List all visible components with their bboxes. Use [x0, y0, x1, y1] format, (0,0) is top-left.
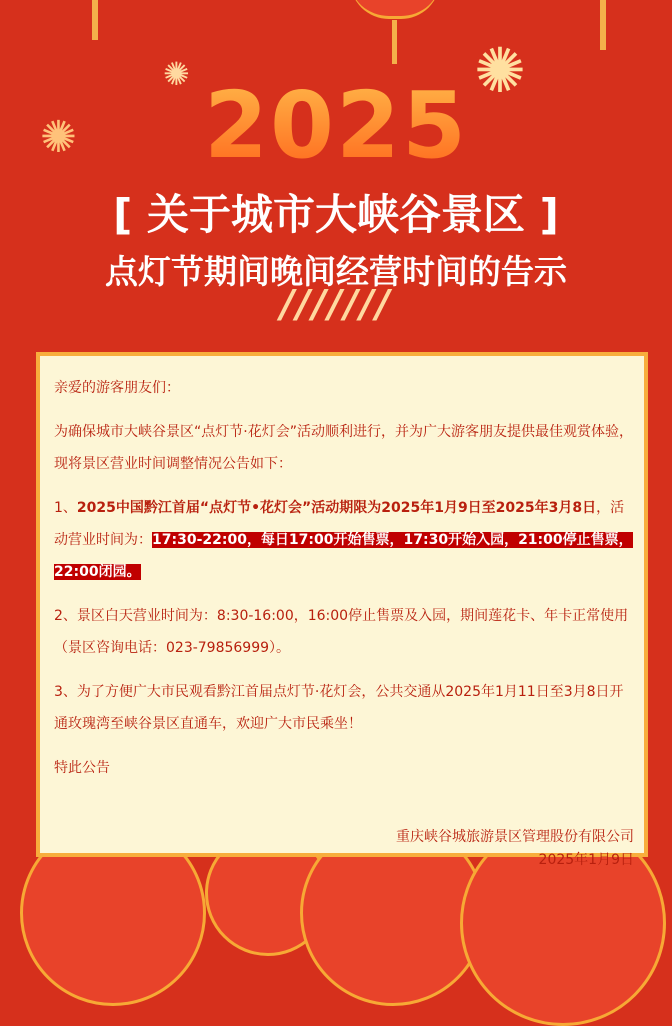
tassel-left-icon [92, 0, 98, 40]
item1-hours-highlight: 17:30-22:00，每日17:00开始售票，17:30开始入园，21:00停止售票，22:00闭园。 [54, 532, 633, 580]
firework-icon: ✺ [474, 34, 526, 107]
tassel-center-icon [392, 20, 397, 64]
intro-paragraph: 为确保城市大峡谷景区“点灯节·花灯会”活动顺利进行，并为广大游客朋友提供最佳观赏体验，现将景区营业时间调整情况公告如下： [54, 424, 633, 472]
notice-panel [36, 352, 648, 868]
notice-date: 2025年1月9日 [538, 852, 634, 868]
decorative-slashes: /////// [280, 282, 392, 326]
firework-icon: ✺ [163, 55, 190, 93]
item-2: 2、景区白天营业时间为：8:30-16:00，16:00停止售票及入园，期间莲花卡、年卡正常使用（景区咨询电话：023-79856999）。 [54, 608, 629, 656]
item1-mid: ，活动营业时间为： [54, 500, 625, 548]
firework-icon: ✺ [40, 112, 77, 163]
item-3: 3、为了方便广大市民观看黔江首届点灯节·花灯会，公共交通从2025年1月11日至3月8日开通玫瑰湾至峡谷景区直通车，欢迎广大市民乘坐！ [54, 684, 624, 732]
page-subtitle: 点灯节期间晚间经营时间的告示 [105, 252, 567, 291]
item-1 [54, 492, 634, 588]
item1-prefix: 1、 [54, 500, 77, 516]
item1-period: 2025中国黔江首届“点灯节•花灯会”活动期限为2025年1月9日至2025年3月8日 [76, 500, 597, 516]
greeting: 亲爱的游客朋友们： [54, 380, 180, 396]
page-title: [ 关于城市大峡谷景区 ] [113, 190, 559, 239]
year-heading: 2025 [203, 72, 469, 179]
tassel-right-icon [600, 0, 606, 50]
closing: 特此公告 [54, 760, 110, 776]
lantern-top-icon [350, 0, 440, 19]
signature: 重庆峡谷城旅游景区管理股份有限公司 [396, 829, 634, 845]
